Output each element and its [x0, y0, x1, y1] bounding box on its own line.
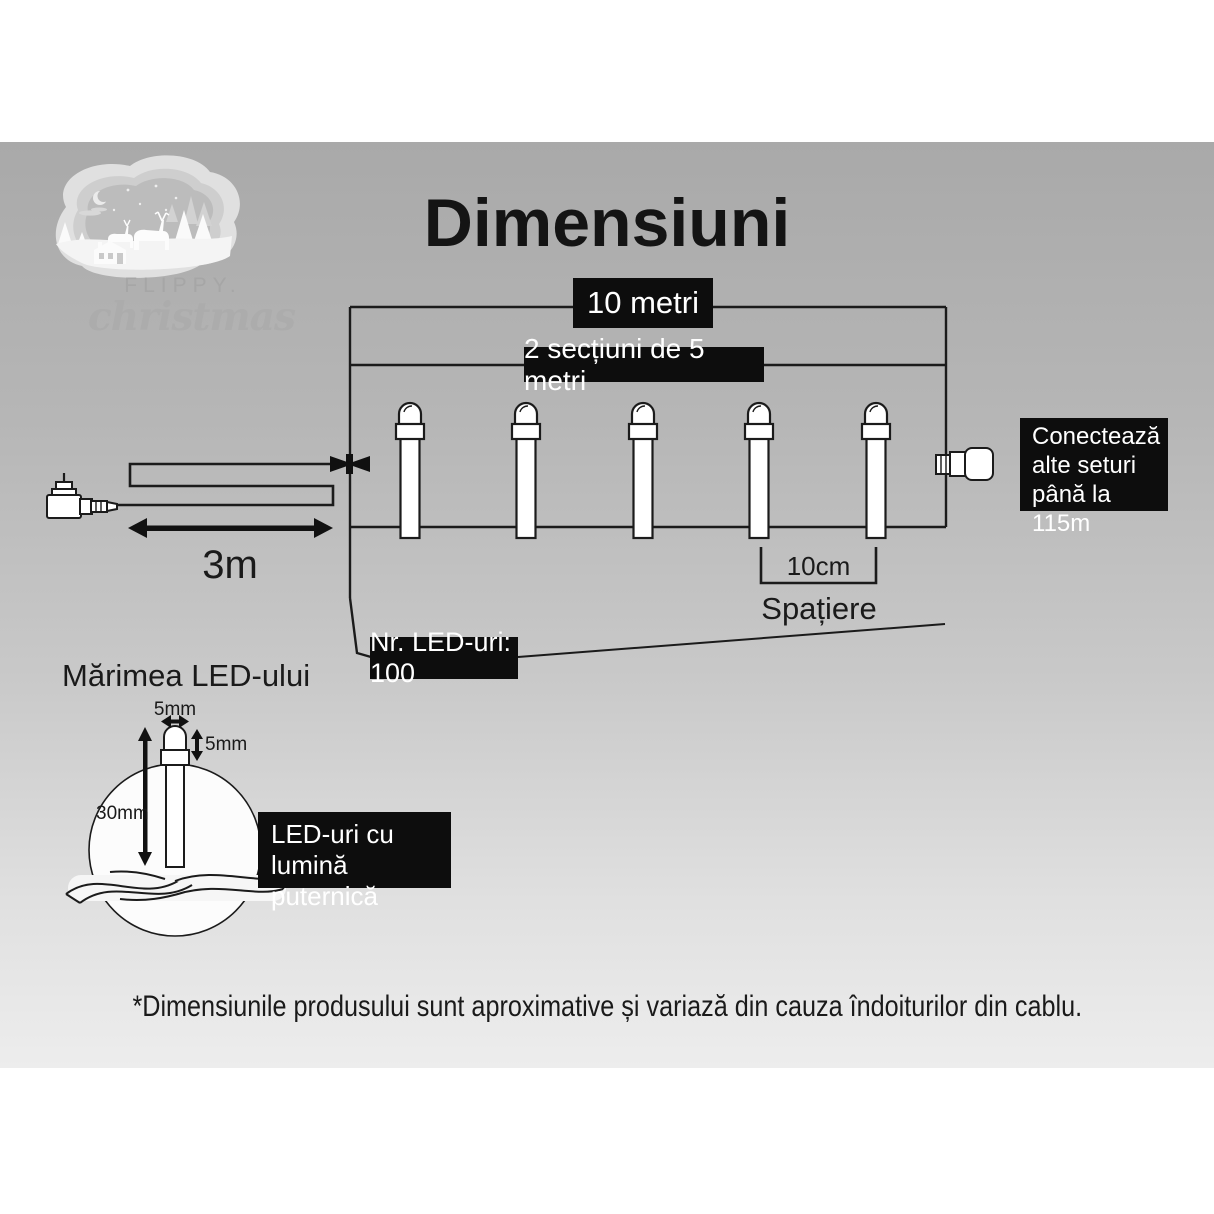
extension-connector-icon	[936, 448, 993, 480]
led-bulb-row	[396, 403, 890, 538]
spacing-value-label: 10cm	[786, 551, 851, 581]
sections-label-box	[524, 332, 764, 396]
disclaimer-text	[0, 990, 1214, 1024]
disclaimer-text-inner: *Dimensiunile produsului sunt aproximative și variază din cauza îndoiturilor din cablu.	[132, 990, 1082, 1023]
dome-height-label: 5mm	[205, 734, 248, 755]
led-bulb-icon	[512, 403, 540, 538]
logo-brand-sub-text: christmas	[88, 294, 295, 340]
lead-length-arrow	[128, 518, 333, 538]
dome-width-label: 5mm	[153, 699, 197, 720]
connector-note-box	[1020, 418, 1168, 537]
total-length-label-box	[573, 278, 713, 328]
page-title: Dimensiuni	[423, 185, 791, 261]
sections-label: 2 secțiuni de 5 metri	[524, 332, 705, 396]
total-length-label: 10 metri	[587, 285, 699, 320]
spacing-caption-label: Spațiere	[761, 591, 877, 626]
total-height-label: 30mm	[96, 803, 149, 824]
power-adapter-icon	[47, 473, 117, 518]
magnified-led-body	[166, 764, 184, 867]
logo-brand-text: FLIPPY.	[124, 274, 242, 297]
led-count-label: Nr. LED-uri: 100	[370, 627, 512, 688]
magnified-led-collar	[161, 750, 189, 765]
lead-length-label: 3m	[202, 543, 258, 587]
inline-connector-icon	[330, 454, 370, 474]
led-bulb-icon	[396, 403, 424, 538]
led-bulb-icon	[629, 403, 657, 538]
twisted-wire-icon	[66, 871, 287, 903]
led-bulb-icon	[862, 403, 890, 538]
connector-note-line: până la 115m	[1032, 481, 1111, 537]
magnifier-circle-icon	[66, 715, 287, 936]
led-count-box	[370, 627, 518, 688]
led-feature-line: puternică	[271, 881, 378, 911]
led-count-leader-right	[518, 624, 945, 657]
led-count-leader-left	[350, 598, 371, 657]
led-feature-line: LED-uri cu lumină	[271, 819, 394, 880]
connector-note-line: alte seturi	[1032, 452, 1137, 479]
dome-height-arrow	[191, 729, 203, 761]
led-size-heading: Mărimea LED-ului	[62, 658, 311, 693]
coiled-lead-icon	[117, 464, 333, 505]
connector-note-line: Conectează	[1032, 423, 1161, 450]
led-bulb-icon	[745, 403, 773, 538]
led-feature-box	[258, 812, 451, 911]
magnified-led-dome	[164, 726, 186, 752]
